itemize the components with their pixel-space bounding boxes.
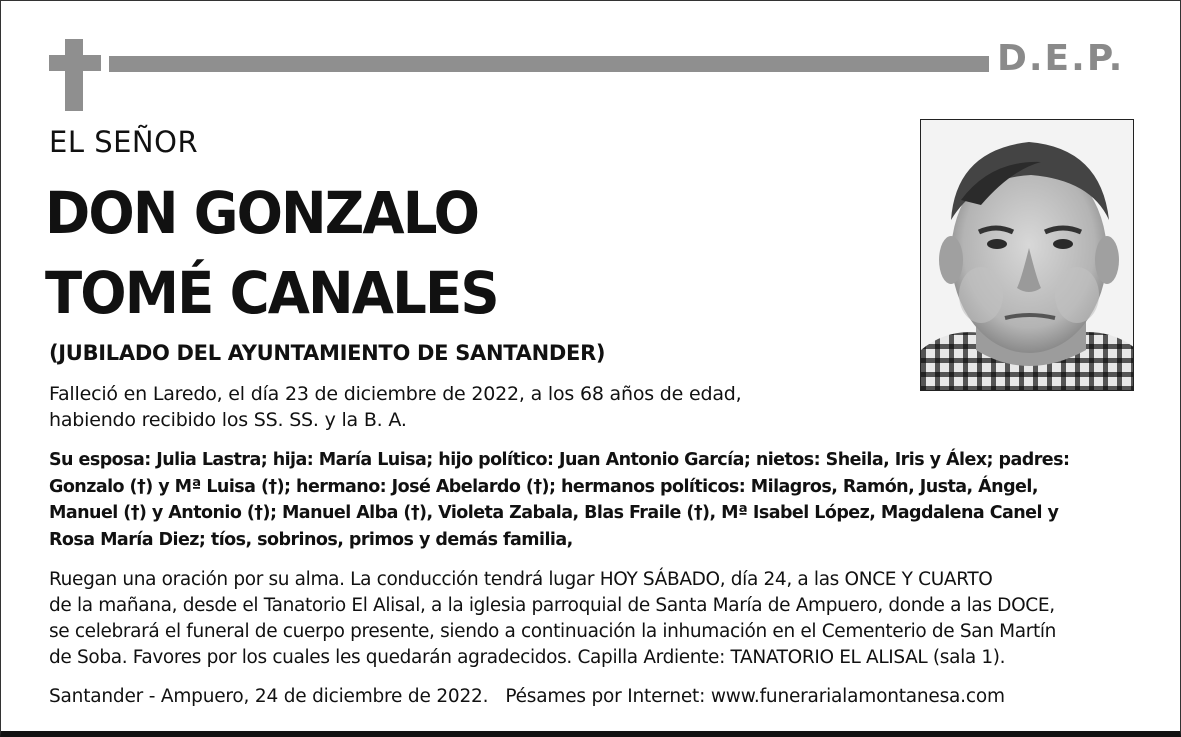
family-list <box>49 447 1089 553</box>
honorific-title: EL SEÑOR <box>49 125 199 159</box>
family-line: Su esposa: Julia Lastra; hija: María Luisa; hijo político: Juan Antonio García; nietos: Sheila, Iris y Álex; padres: <box>49 450 1070 470</box>
passing-line: habiendo recibido los SS. SS. y la B. A. <box>49 409 407 431</box>
footer-line: Santander - Ampuero, 24 de diciembre de 2022. Pésames por Internet: www.funerarialamontanesa.com <box>49 686 1005 707</box>
dep-label: D.E.P. <box>997 38 1125 79</box>
cross-icon <box>49 39 101 111</box>
family-line: Manuel (†) y Antonio (†); Manuel Alba (†), Violeta Zabala, Blas Fraile (†), Mª Isabel López, Magdalena Canel y <box>49 503 1059 523</box>
passing-line: Falleció en Laredo, el día 23 de diciembre de 2022, a los 68 años de edad, <box>49 383 742 405</box>
occupation: (JUBILADO DEL AYUNTAMIENTO DE SANTANDER) <box>49 341 606 365</box>
family-line: Rosa María Diez; tíos, sobrinos, primos y demás familia, <box>49 529 573 550</box>
name-line-2: TOMÉ CANALES <box>45 259 498 327</box>
service-line: se celebrará el funeral de cuerpo presente, siendo a continuación la inhumación en el Cementerio de San Martín <box>49 621 1057 642</box>
portrait-photo <box>920 119 1134 391</box>
service-line: de Soba. Favores por los cuales les quedarán agradecidos. Capilla Ardiente: TANATORIO EL ALISAL (sala 1). <box>49 647 1006 668</box>
name-line-1: DON GONZALO <box>45 179 479 247</box>
portrait-image <box>921 120 1134 391</box>
family-line: Gonzalo (†) y Mª Luisa (†); hermano: José Abelardo (†); hermanos políticos: Milagros, Ramón, Justa, Ángel, <box>49 476 1038 497</box>
passing-details <box>49 381 789 433</box>
service-line: Ruegan una oración por su alma. La conducción tendrá lugar HOY SÁBADO, día 24, a las ONCE Y CUARTO <box>49 569 993 590</box>
service-line: de la mañana, desde el Tanatorio El Alisal, a la iglesia parroquial de Santa María de Ampuero, donde a las DOCE, <box>49 595 1055 616</box>
service-details <box>49 567 1149 671</box>
deceased-name <box>45 173 498 333</box>
header-rule <box>109 56 989 72</box>
